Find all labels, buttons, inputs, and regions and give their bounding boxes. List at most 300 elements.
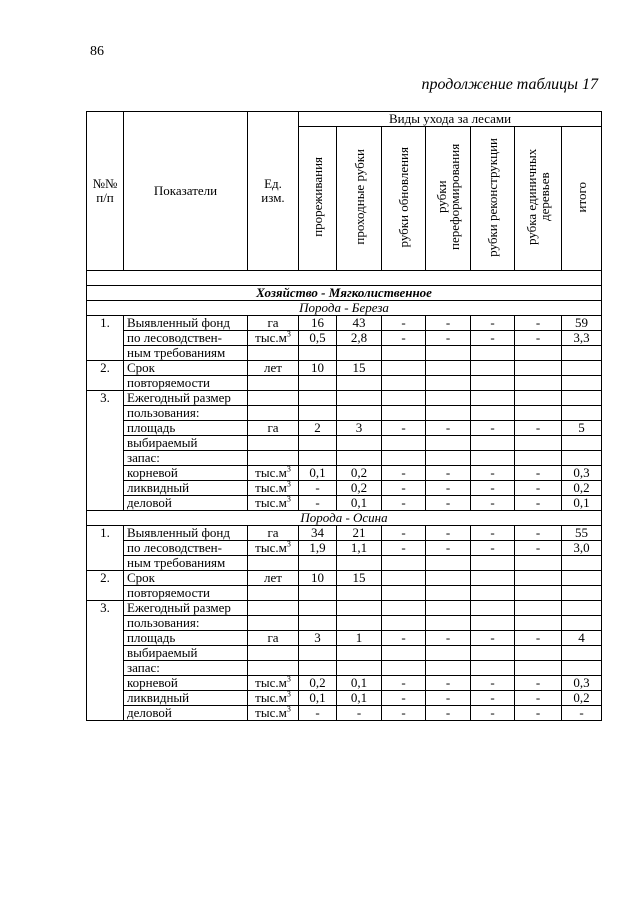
table-row <box>87 616 602 631</box>
row-value-cell <box>562 601 602 616</box>
table-row <box>87 541 602 556</box>
row-value-cell <box>562 556 602 571</box>
row-value-cell <box>426 361 471 376</box>
table-row <box>87 571 602 586</box>
row-value-cell: - <box>471 316 515 331</box>
row-value-cell <box>299 616 337 631</box>
row-unit-text: тыс.м <box>255 705 287 720</box>
row-label: по лесоводствен- <box>124 331 248 346</box>
breed-row-aspen <box>87 511 602 526</box>
row-value-cell: - <box>471 691 515 706</box>
header-row-top <box>87 112 602 127</box>
row-value-cell: 0,1 <box>299 466 337 481</box>
table-row <box>87 346 602 361</box>
row-value-cell: 3 <box>299 631 337 646</box>
row-value-cell <box>426 571 471 586</box>
row-label: выбираемый <box>124 646 248 661</box>
row-value-cell: - <box>426 481 471 496</box>
row-value-cell: - <box>426 676 471 691</box>
row-label: запас: <box>124 661 248 676</box>
row-value-cell <box>382 586 426 601</box>
row-value-cell: - <box>515 331 562 346</box>
row-value-cell: - <box>382 316 426 331</box>
row-value-cell: - <box>515 541 562 556</box>
row-value-cell <box>515 661 562 676</box>
row-number: 3. <box>87 601 124 721</box>
row-value-cell: - <box>426 631 471 646</box>
row-value-cell: 34 <box>299 526 337 541</box>
row-value-cell <box>337 646 382 661</box>
row-label: по лесоводствен- <box>124 541 248 556</box>
row-value-cell: 10 <box>299 571 337 586</box>
row-value-cell <box>562 616 602 631</box>
row-value-cell: 0,2 <box>562 691 602 706</box>
row-value-cell <box>471 601 515 616</box>
row-value-cell: 0,2 <box>562 481 602 496</box>
row-value-cell: - <box>471 526 515 541</box>
row-value-cell <box>471 556 515 571</box>
row-unit-text: га <box>267 630 279 645</box>
row-unit-text: тыс.м <box>255 540 287 555</box>
row-unit-text: тыс.м <box>255 675 287 690</box>
row-value-cell <box>382 436 426 451</box>
row-unit <box>248 496 299 511</box>
row-label: ликвидный <box>124 691 248 706</box>
row-value-cell: 3,0 <box>562 541 602 556</box>
row-value-cell <box>562 571 602 586</box>
row-value-cell: - <box>382 706 426 721</box>
row-value-cell: - <box>515 421 562 436</box>
table-row <box>87 661 602 676</box>
row-label: Выявленный фонд <box>124 316 248 331</box>
row-value-cell: 0,3 <box>562 466 602 481</box>
row-value-cell: - <box>471 421 515 436</box>
table-row <box>87 376 602 391</box>
row-label: Срок <box>124 571 248 586</box>
row-value-cell <box>337 451 382 466</box>
row-unit <box>248 331 299 346</box>
table-row <box>87 331 602 346</box>
row-value-cell: - <box>382 466 426 481</box>
row-value-cell: - <box>471 676 515 691</box>
row-value-cell <box>515 406 562 421</box>
row-value-cell: 0,2 <box>337 481 382 496</box>
row-value-cell <box>515 376 562 391</box>
header-group: Виды ухода за лесами <box>299 112 602 127</box>
row-value-cell <box>382 556 426 571</box>
row-unit <box>248 436 299 451</box>
row-value-cell <box>299 661 337 676</box>
row-value-cell: 3,3 <box>562 331 602 346</box>
row-label: корневой <box>124 466 248 481</box>
breed-row-birch <box>87 301 602 316</box>
row-unit-superscript: 3 <box>286 674 291 684</box>
row-value-cell <box>426 406 471 421</box>
row-unit <box>248 481 299 496</box>
row-unit <box>248 406 299 421</box>
row-label: пользования: <box>124 406 248 421</box>
row-value-cell: 3 <box>337 421 382 436</box>
row-label: пользования: <box>124 616 248 631</box>
row-value-cell: - <box>471 496 515 511</box>
row-value-cell <box>382 406 426 421</box>
row-label: корневой <box>124 676 248 691</box>
row-value-cell <box>562 376 602 391</box>
row-value-cell: 0,2 <box>299 676 337 691</box>
row-unit-text: лет <box>264 360 282 375</box>
row-value-cell: - <box>471 331 515 346</box>
table-row <box>87 676 602 691</box>
row-value-cell: - <box>515 496 562 511</box>
row-value-cell <box>299 376 337 391</box>
row-value-cell: - <box>426 421 471 436</box>
row-unit <box>248 601 299 616</box>
row-number: 1. <box>87 316 124 361</box>
row-value-cell <box>471 436 515 451</box>
row-value-cell <box>426 616 471 631</box>
row-value-cell: 55 <box>562 526 602 541</box>
row-unit-superscript: 3 <box>286 479 291 489</box>
row-value-cell: - <box>426 706 471 721</box>
row-unit <box>248 451 299 466</box>
row-label: повторяемости <box>124 376 248 391</box>
row-value-cell <box>299 391 337 406</box>
page-number: 86 <box>90 44 104 59</box>
row-value-cell: - <box>382 526 426 541</box>
row-value-cell: - <box>382 496 426 511</box>
row-value-cell: - <box>515 676 562 691</box>
row-label: Срок <box>124 361 248 376</box>
row-value-cell <box>299 586 337 601</box>
row-unit <box>248 391 299 406</box>
row-value-cell: - <box>382 631 426 646</box>
row-value-cell: 0,1 <box>562 496 602 511</box>
table-row <box>87 451 602 466</box>
row-unit <box>248 421 299 436</box>
row-value-cell: 15 <box>337 571 382 586</box>
row-label: запас: <box>124 451 248 466</box>
row-value-cell <box>426 451 471 466</box>
row-value-cell <box>382 601 426 616</box>
row-unit <box>248 661 299 676</box>
row-value-cell: - <box>562 706 602 721</box>
row-value-cell <box>471 346 515 361</box>
row-value-cell: - <box>515 706 562 721</box>
row-value-cell <box>426 376 471 391</box>
table-row <box>87 631 602 646</box>
row-label: ликвидный <box>124 481 248 496</box>
row-label: площадь <box>124 631 248 646</box>
row-value-cell <box>562 406 602 421</box>
row-value-cell <box>337 616 382 631</box>
row-value-cell <box>471 391 515 406</box>
row-value-cell <box>337 406 382 421</box>
row-unit <box>248 316 299 331</box>
row-value-cell: 2 <box>299 421 337 436</box>
row-value-cell <box>426 646 471 661</box>
row-value-cell <box>426 586 471 601</box>
row-label: ным требованиям <box>124 556 248 571</box>
table-row <box>87 601 602 616</box>
table-row <box>87 586 602 601</box>
row-unit <box>248 586 299 601</box>
row-unit-text: тыс.м <box>255 480 287 495</box>
header-indicator: Показатели <box>124 112 248 271</box>
row-unit <box>248 646 299 661</box>
row-value-cell <box>426 601 471 616</box>
row-unit-superscript: 3 <box>286 494 291 504</box>
row-value-cell: - <box>471 466 515 481</box>
header-col-single-tree-cutting: рубка единичных деревьев <box>515 127 562 271</box>
row-unit <box>248 556 299 571</box>
row-unit-text: тыс.м <box>255 330 287 345</box>
row-unit <box>248 541 299 556</box>
row-number: 1. <box>87 526 124 571</box>
row-value-cell: - <box>515 691 562 706</box>
row-unit-superscript: 3 <box>286 329 291 339</box>
row-value-cell: - <box>382 421 426 436</box>
row-value-cell <box>426 346 471 361</box>
row-unit <box>248 676 299 691</box>
table-continuation-caption: продолжение таблицы 17 <box>421 76 598 93</box>
row-value-cell: 4 <box>562 631 602 646</box>
row-value-cell: - <box>299 496 337 511</box>
row-unit-text: лет <box>264 570 282 585</box>
row-unit <box>248 571 299 586</box>
row-value-cell <box>562 436 602 451</box>
row-value-cell: 21 <box>337 526 382 541</box>
row-label: повторяемости <box>124 586 248 601</box>
row-value-cell: - <box>515 526 562 541</box>
row-value-cell <box>337 556 382 571</box>
row-value-cell: - <box>426 331 471 346</box>
row-value-cell <box>299 601 337 616</box>
row-value-cell <box>382 361 426 376</box>
spacer-cell <box>87 271 602 286</box>
row-value-cell <box>515 556 562 571</box>
row-unit-text: га <box>267 525 279 540</box>
table-row <box>87 421 602 436</box>
row-value-cell <box>337 391 382 406</box>
row-value-cell: 43 <box>337 316 382 331</box>
row-value-cell <box>562 451 602 466</box>
row-value-cell <box>471 451 515 466</box>
row-value-cell <box>515 361 562 376</box>
row-value-cell <box>562 646 602 661</box>
row-value-cell: - <box>471 481 515 496</box>
row-value-cell: - <box>515 316 562 331</box>
row-value-cell: - <box>515 631 562 646</box>
row-label: деловой <box>124 496 248 511</box>
row-unit-text: га <box>267 420 279 435</box>
table-row <box>87 316 602 331</box>
table-row <box>87 466 602 481</box>
row-value-cell: - <box>471 706 515 721</box>
row-value-cell <box>299 451 337 466</box>
row-label: Выявленный фонд <box>124 526 248 541</box>
row-value-cell: 16 <box>299 316 337 331</box>
row-value-cell: - <box>337 706 382 721</box>
row-value-cell: 1 <box>337 631 382 646</box>
row-value-cell: - <box>426 496 471 511</box>
row-value-cell <box>382 346 426 361</box>
row-label: деловой <box>124 706 248 721</box>
table-row <box>87 436 602 451</box>
row-value-cell: 0,1 <box>337 676 382 691</box>
row-value-cell <box>515 586 562 601</box>
row-value-cell: - <box>299 481 337 496</box>
row-value-cell <box>471 586 515 601</box>
row-value-cell: 1,9 <box>299 541 337 556</box>
row-value-cell <box>299 346 337 361</box>
row-value-cell: - <box>382 331 426 346</box>
row-unit <box>248 466 299 481</box>
row-value-cell: - <box>382 541 426 556</box>
row-value-cell <box>562 346 602 361</box>
row-value-cell <box>299 646 337 661</box>
row-value-cell: 1,1 <box>337 541 382 556</box>
row-label: ным требованиям <box>124 346 248 361</box>
row-label: Ежегодный размер <box>124 391 248 406</box>
row-value-cell <box>562 391 602 406</box>
row-value-cell: - <box>515 481 562 496</box>
row-unit-superscript: 3 <box>286 689 291 699</box>
header-unit: Ед. изм. <box>248 112 299 271</box>
header-col-passage-cutting: проходные рубки <box>337 127 382 271</box>
row-value-cell <box>515 436 562 451</box>
row-number: 2. <box>87 361 124 391</box>
row-value-cell <box>515 391 562 406</box>
row-unit-text: тыс.м <box>255 465 287 480</box>
breed-title: Порода - Осина <box>87 511 602 526</box>
table-row <box>87 691 602 706</box>
row-value-cell <box>562 586 602 601</box>
row-label: Ежегодный размер <box>124 601 248 616</box>
table-row <box>87 391 602 406</box>
row-value-cell <box>337 376 382 391</box>
row-value-cell: 0,1 <box>299 691 337 706</box>
row-value-cell: - <box>426 541 471 556</box>
row-unit-superscript: 3 <box>286 704 291 714</box>
row-label: выбираемый <box>124 436 248 451</box>
row-value-cell: 0,1 <box>337 496 382 511</box>
row-value-cell: 0,1 <box>337 691 382 706</box>
row-value-cell <box>337 601 382 616</box>
table-row <box>87 496 602 511</box>
row-value-cell: - <box>382 481 426 496</box>
row-value-cell <box>382 661 426 676</box>
row-value-cell <box>382 376 426 391</box>
farm-title: Хозяйство - Мягколиственное <box>87 286 602 301</box>
row-unit-superscript: 3 <box>286 464 291 474</box>
row-value-cell: 5 <box>562 421 602 436</box>
row-value-cell <box>515 571 562 586</box>
header-col-renewal-cutting: рубки обновления <box>382 127 426 271</box>
row-unit <box>248 376 299 391</box>
header-col-total: итого <box>562 127 602 271</box>
row-unit-superscript: 3 <box>286 539 291 549</box>
table-row <box>87 361 602 376</box>
row-value-cell <box>299 436 337 451</box>
row-unit <box>248 631 299 646</box>
row-value-cell: 15 <box>337 361 382 376</box>
header-num: №№ п/п <box>87 112 124 271</box>
row-value-cell: 0,3 <box>562 676 602 691</box>
row-unit <box>248 361 299 376</box>
row-label: площадь <box>124 421 248 436</box>
row-value-cell: - <box>471 631 515 646</box>
row-unit <box>248 706 299 721</box>
farm-row <box>87 286 602 301</box>
table-row <box>87 406 602 421</box>
row-value-cell <box>426 391 471 406</box>
row-value-cell <box>471 616 515 631</box>
row-value-cell <box>426 661 471 676</box>
row-value-cell <box>515 616 562 631</box>
row-unit <box>248 616 299 631</box>
row-value-cell <box>337 661 382 676</box>
row-value-cell <box>471 406 515 421</box>
row-value-cell <box>515 346 562 361</box>
row-number: 3. <box>87 391 124 511</box>
row-value-cell <box>299 556 337 571</box>
row-value-cell <box>562 361 602 376</box>
header-col-thinning: прореживания <box>299 127 337 271</box>
row-value-cell <box>337 346 382 361</box>
row-value-cell <box>471 646 515 661</box>
row-value-cell: - <box>426 691 471 706</box>
row-value-cell: 10 <box>299 361 337 376</box>
row-value-cell <box>515 601 562 616</box>
row-unit <box>248 691 299 706</box>
row-value-cell <box>515 646 562 661</box>
row-value-cell <box>471 571 515 586</box>
spacer-row <box>87 271 602 286</box>
table-row <box>87 706 602 721</box>
row-value-cell: 0,5 <box>299 331 337 346</box>
breed-title: Порода - Береза <box>87 301 602 316</box>
header-col-reconstruction-cutting: рубки реконструкции <box>471 127 515 271</box>
row-value-cell <box>382 646 426 661</box>
row-value-cell: 59 <box>562 316 602 331</box>
row-value-cell <box>382 451 426 466</box>
table-row <box>87 526 602 541</box>
row-value-cell: - <box>382 691 426 706</box>
row-unit-text: га <box>267 315 279 330</box>
row-value-cell <box>515 451 562 466</box>
forest-care-table <box>86 111 602 721</box>
row-value-cell: - <box>426 316 471 331</box>
row-value-cell <box>471 661 515 676</box>
row-value-cell <box>382 571 426 586</box>
row-value-cell <box>337 436 382 451</box>
row-value-cell <box>471 376 515 391</box>
table-row <box>87 646 602 661</box>
row-value-cell: - <box>515 466 562 481</box>
row-value-cell <box>382 616 426 631</box>
row-value-cell: - <box>382 676 426 691</box>
row-value-cell <box>562 661 602 676</box>
row-value-cell <box>299 406 337 421</box>
row-value-cell: - <box>299 706 337 721</box>
row-value-cell: - <box>426 466 471 481</box>
row-value-cell <box>426 436 471 451</box>
row-value-cell: - <box>426 526 471 541</box>
row-value-cell <box>382 391 426 406</box>
row-value-cell <box>337 586 382 601</box>
table-row <box>87 481 602 496</box>
row-value-cell <box>471 361 515 376</box>
